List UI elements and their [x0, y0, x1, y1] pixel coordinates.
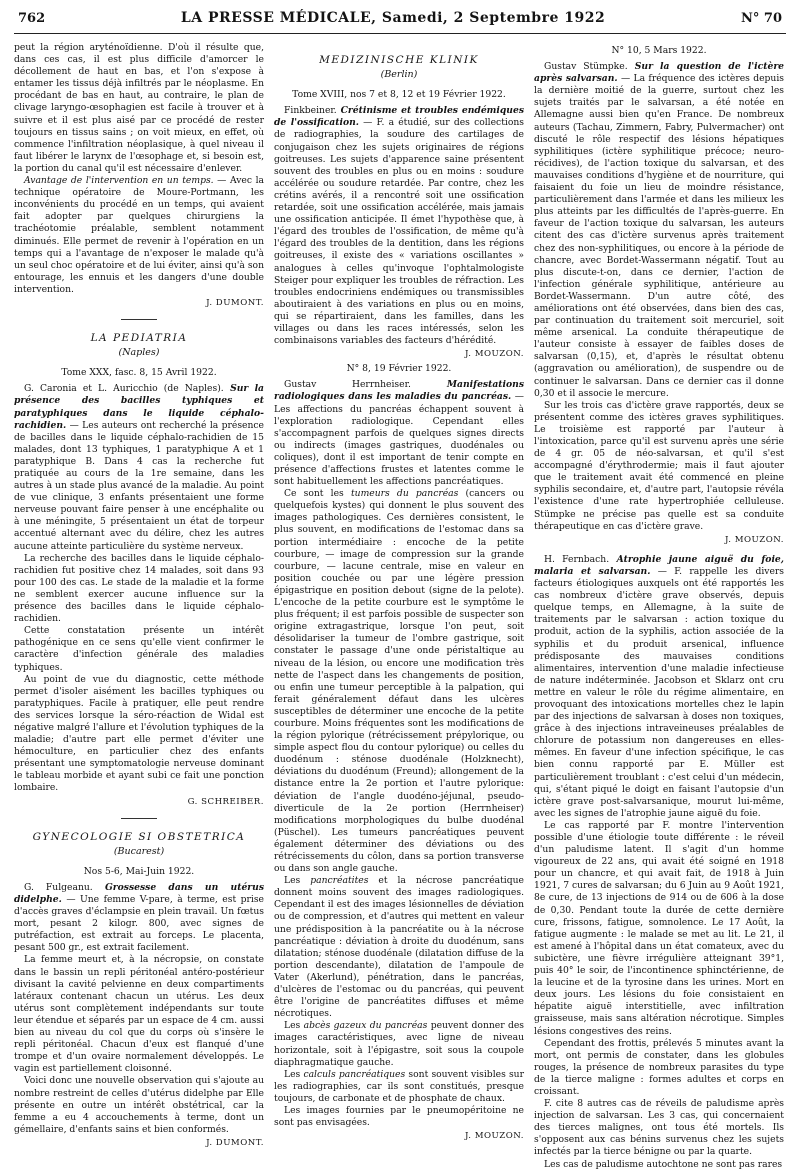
column-2 [274, 42, 524, 1142]
section-title: GYNECOLOGIE SI OBSTETRICA [32, 830, 246, 843]
article-title: Sur la question de l'ictère après salvarsan. [534, 61, 784, 85]
article-author: G. Caronia et L. Auricchio (de Naples). [24, 383, 224, 395]
paragraph: Les pancréatites et la nécrose pancréatique donnent moins souvent des images radiologiques. Cependant il est des images lésionnelles de déviation ou de compression, et d'autres qui mettent en valeur une prédisposition à la pancréatite ou à la nécrose pancréatique : déviation à droite du duodénum, sans dilatation; sténose duodénale (dilatation diffuse de la portion descendante), dilatation de l'ampoule de Vater (Akerlund), pénétration, dans le pancréas, d'ulcères de l'estomac ou du pancréas, qui peuvent être l'origine de pancréatites diffuses et même nécrotiques. [274, 875, 524, 1020]
article-title: Manifestations radiologiques dans les maladies du pancréas. [274, 379, 524, 403]
paragraph: Les cas de paludisme autochtone ne sont pas rares [544, 1158, 783, 1170]
paragraph: peut la région aryténoïdienne. D'où il résulte que, dans ces cas, il est plus difficile d'amorcer le décollement de haut en bas, et l'on s'expose à entamer les tissus déjà infiltrés par le néoplasme. En procédant de bas en haut, au contraire, le plan de clivage laryngo-œsophagien est facile à trouver et à suivre et il est plus aisé par ce procédé de rester toujours en tissus sains ; on voit mieux, en effet, où commence l'infiltration néoplasique, à quel niveau il faut libérer le larynx de l'œsophage et, si besoin est, la portion du canal qu'il est nécessaire d'enlever. [14, 42, 264, 174]
article-title: Grossesse dans un utérus didelphe. [14, 881, 264, 905]
paragraph-text: — F. a étudié, sur des collections de radiographies, la soudure des cartilages de conjugaison chez les sujets originaires de régions goitreuses. Les sujets d'apparence saine présentent souvent des troubles en plus ou en moins : soudure accélérée ou soudure retardée. Par contre, chez les crétins avérés, il a rencontré soit une ossification retardée, soit une ossification accélérée, mais jamais une ossification anticipée. Il émet l'hypothèse que, à l'égard des troubles de l'ossification, de même qu'à l'égard des troubles de la dentition, dans les régions goitreuses, il existe des « variations oscillantes » analogues à celles qu'invoque l'ophtalmologiste Steiger pour expliquer les troubles de réfraction. Les troubles endocriniens endémiques ou transmissibles aboutiraient à des variations en plus ou en moins, qui se répartiraient, dans les familles, dans les villages ou dans les races intéressés, selon les combinaisons variables des facteurs d'hérédité. [274, 117, 524, 347]
article [274, 379, 524, 488]
section-title: LA PEDIATRIA [90, 332, 188, 345]
article [14, 882, 264, 955]
signature: J. MOUZON. [464, 349, 524, 360]
columns [14, 42, 786, 1170]
paragraph: Les calculs pancréatiques sont souvent visibles sur les radiographies, car ils sont constitués, presque toujours, de carbonate et de phosphate de chaux. [274, 1068, 524, 1104]
separator [121, 818, 157, 819]
paragraph-text: — F. rappelle les divers facteurs étiologiques auxquels ont été rapportés les cas nombreux d'ictère grave observés, depuis quelque temps, en Allemagne, à la suite de traitements par le salvarsan : action toxique du produit, action de la syphilis, action associée de la syphilis et du produit arsenical, influence prédisposante des mauvaises conditions alimentaires, intervention d'une maladie infectieuse de nature indéterminée. Jacobson et Sklarz ont cru mettre en valeur le rôle du régime alimentaire, en provoquant des intoxications mortelles chez le lapin par des injections de salvarsan à doses non toxiques, grâce à des injections intraveineuses préalables de chlorure de potassium non dangereuses en elles-mêmes. En faveur d'une infection spécifique, le cas bien connu rapporté par E. Müller est particulièrement troublant : c'est celui d'un médecin, qui, s'étant piqué le doigt en faisant l'autopsie d'un ictère grave post-salvarsanique, mourut lui-même, avec les signes de l'atrophie jaune aiguë du foie. [534, 565, 784, 819]
section-city: (Bucarest) [113, 845, 165, 857]
article-author: H. Fernbach. [544, 553, 610, 565]
lead-phrase: abcès gazeux du pancréas [303, 1020, 428, 1032]
article [14, 383, 264, 552]
signature: G. SCHREIBER. [187, 796, 264, 807]
page-header [14, 10, 786, 34]
article [274, 105, 524, 347]
article-title: Atrophie jaune aiguë du foie, malaria et salvarsan. [534, 553, 784, 577]
volume-line: Tome XVIII, nos 7 et 8, 12 et 19 Février 1922. [292, 89, 506, 101]
paragraph: Les images fournies par le pneumopéritoine ne sont pas envisagées. [274, 1104, 524, 1129]
lead-phrase: tumeurs du pancréas [350, 488, 459, 500]
paragraph: Sur les trois cas d'ictère grave rapportés, deux se présentent comme des ictères graves syphilitiques. Le troisième est rapporté par l'auteur à l'intoxication, parce qu'il est survenu après une série de 4 gr. 05 de néo-salvarsan, et qu'il s'est accompagné d'érythrodermie; mais il faut ajouter que le traitement avait été commencé en pleine syphilis secondaire, et, d'autre part, l'autopsie révéla l'existence d'une rate hypertrophiée celluleuse. Stümpke ne précise pas quelle est sa conduite thérapeutique en cas d'ictère grave. [534, 399, 784, 532]
volume-line: N° 10, 5 Mars 1922. [611, 45, 707, 56]
article-author: G. Fulgeanu. [24, 881, 93, 893]
signature: J. MOUZON. [464, 1131, 524, 1142]
volume-line: N° 8, 19 Février 1922. [346, 363, 452, 375]
paragraph: Le cas rapporté par F. montre l'intervention possible d'une étiologie toute différente : le réveil d'un paludisme latent. Il s'agit d'un homme vigoureux de 22 ans, qui avait été soigné en 1918 pour un chancre, et qui avait fait, de 1918 à Juin 1921, 7 cures de salvarsan; du 6 Juin au 9 Août 1921, 8e cure, de 13 injections de 914 ou de 606 à la dose de 0,30. Pendant toute la durée de cette dernière cure, frissons, fatigue, somnolence. Le 17 Août, la fatigue augmente : le malade se met au lit. Le 21, il est amené à l'hôpital dans un état comateux, avec du subictère, une fièvre irrégulière atteignant 39°1, puis 40° le soir, de l'incontinence sphinctérienne, de la leucine et de la tyrosine dans les urines. Mort en deux jours. Les lésions du foie consistaient en hépatite aiguë interstitielle, avec infiltration graisseuse, mais sans altération nécrotique. Simples lésions congestives des reins. [534, 819, 785, 1037]
paragraph: La femme meurt et, à la nécropsie, on constate dans le bassin un repli péritonéal antéro-postérieur divisant la cavité pelvienne en deux compartiments latéraux contenant chacun un utérus. Les deux utérus sont complètement indépendants sur toute leur étendue et séparés par un espace de 4 cm. aussi bien au niveau du col que du corps où s'insère le repli péritonéal. Chacun d'eux est flanqué d'une trompe et d'un ovaire normalement développés. Le vagin est partiellement cloisonné. [14, 954, 264, 1075]
column-3 [534, 42, 785, 1170]
paragraph-text: — Avec la technique opératoire de Moure-Portmann, les inconvénients du procédé en un temps, qui avaient fait adopter par quelques chirurgiens la trachéotomie préalable, semblent notamment diminués. Elle permet de revenir à l'opération en un temps qui a l'avantage de n'exposer le malade qu'à un seul choc opératoire et de lui éviter, ainsi qu'à son entourage, les ennuis et les dangers d'une double intervention. [14, 175, 264, 295]
issue-number: N° 70 [740, 11, 782, 26]
paragraph: Ce sont les tumeurs du pancréas (cancers ou quelquefois kystes) qui donnent le plus souvent des images pathologiques. Ces dernières consistent, le plus souvent, en modifications de l'estomac dans sa portion intermédiaire : encoche de la petite courbure, — image de compression sur la grande courbure, — lacune centrale, mise en valeur en position couchée ou par une légère pression épigastrique en position debout (signe de la pelote). L'encoche de la petite courbure est le symptôme le plus fréquent; il est parfois possible de suspecter son origine extragastrique, lorsque l'on peut, soit désolidariser la tumeur de l'ombre gastrique, soit constater le passage d'une onde péristaltique au niveau de la lésion, ou encore une modification très nette de l'aspect dans les changements de position, ou enfin une tumeur perceptible à la palpation, qui ferait généralement défaut dans les ulcères susceptibles de déterminer une encoche de la petite courbure. Moins fréquentes sont les modifications de la région pylorique (rétrécissement prépylorique, ou simple aspect flou du contour pylorique) ou celles du duodénum : sténose duodénale (Holzknecht), déviations du duodénum (Freund); allongement de la distance entre la 2e portion et l'autre pylorique: déviation de l'angle duodéno-jéjunal, pseudo-diverticule de la 2e portion (Herrnheiser) modifications morphologiques du bulbe duodénal (Püschel). Les tumeurs pancréatiques peuvent également déterminer des déviations ou des rétrécissements du côlon, dans sa portion transverse ou dans son angle gauche. [274, 488, 524, 875]
article [534, 61, 784, 400]
paragraph-text: — La fréquence des ictères depuis la dernière moitié de la guerre, surtout chez les sujets traités par le salvarsan, a été notée en Allemagne aussi bien qu'en France. De nombreux auteurs (Tachau, Zimmern, Fabry, Pulvermacher) ont discuté le rôle respectif des lésions hépatiques syphilitiques (ictère syphilitique précoce; neuro-récidives), de l'action toxique du salvarsan, et des mauvaises conditions d'hygiène et de nourriture, qui faisaient du foie un lieu de moindre résistance, particulièrement dans l'armée et dans les milieux les plus atteints par les difficultés de l'après-guerre. En faveur de l'action toxique du salvarsan, les auteurs citent des cas d'ictère survenus après traitement chez des non-syphilitiques, ou encore à la période de chancre, avec Bordet-Wassermann négatif. Tout au plus discute-t-on, dans ce dernier, l'action de l'infection générale syphilitique, antérieure au Bordet-Wassermann. D'un autre côté, des améliorations ont été observées, dans bien des cas, par continuation du traitement soit mercuriel, soit même arsenical. La conduite thérapeutique de l'auteur consiste à essayer de faibles doses de salvarsan (0,15), et, d'après le résultat obtenu (aggravation ou amélioration), de suspendre ou de continuer le salvarsan. Dans ce dernier cas il donne 0,30 et il associe le mercure. [534, 73, 784, 399]
journal-title: LA PRESSE MÉDICALE, Samedi, 2 Septembre 1922 [180, 10, 606, 26]
separator [121, 319, 157, 320]
volume-line: Tome XXX, fasc. 8, 15 Avril 1922. [61, 367, 217, 379]
page-number: 762 [18, 11, 46, 26]
signature: J. DUMONT. [206, 297, 264, 308]
article-author: Finkbeiner. [284, 105, 337, 117]
paragraph-text: — Une femme V-pare, à terme, est prise d'accès graves d'éclampsie en plein travail. Un fœtus mort, pesant 2 kilogr. 800, avec signes de putréfaction, est extrait au forceps. Le placenta, pesant 500 gr., est extrait facilement. [14, 894, 264, 954]
paragraph-text: — Les affections du pancréas échappent souvent à l'exploration radiologique. Cependant elles s'accompagnent parfois de quelques signes directs ou indirects (images gastriques, duodénales ou coliques), dont il est important de tenir compte en présence d'affections frustes et latentes comme le sont habituellement les affections pancréatiques. [274, 391, 524, 488]
article-title: Crétinisme et troubles endémiques de l'ossification. [274, 105, 524, 129]
section-city: (Berlin) [380, 69, 418, 81]
signature: J. MOUZON. [724, 534, 784, 545]
paragraph: F. cite 8 autres cas de réveils de paludisme après injection de salvarsan. Les 3 cas, qui concernaient des tierces malignes, ont tous été mortels. Ils s'opposent aux cas bénins survenus chez les sujets infectés par la tierce bénigne ou par la quarte. [534, 1098, 784, 1158]
volume-line: Nos 5-6, Mai-Juin 1922. [83, 865, 195, 877]
paragraph-text: — Les auteurs ont recherché la présence de bacilles dans le liquide céphalo-rachidien de 15 malades, dont 13 typhiques, 1 paratyphique A et 1 paratyphique B. Dans 4 cas la recherche fut pratiquée au cours de la 1re semaine, dans les autres à un stade plus avancé de la maladie. Au point de vue clinique, 3 enfants présentaient une forme nerveuse pouvant faire penser à une encéphalite ou à une méningite, 5 présentaient un état de torpeur accentué alternant avec du délire, chez les autres aucune atteinte particulière du système nerveux. [14, 419, 264, 552]
article [534, 554, 784, 820]
article-author: Gustav Stümpke. [544, 61, 628, 73]
article-author: Gustav Herrnheiser. [284, 379, 411, 391]
signature: J. DUMONT. [206, 1137, 264, 1148]
paragraph: Voici donc une nouvelle observation qui s'ajoute au nombre restreint de celles d'utérus didelphe par Elle présente en outre un intérêt obstétrical, car la femme a eu 4 accouchements à terme, dont un gémellaire, d'enfants sains et bien conformés. [14, 1075, 264, 1135]
lead-phrase: calculs pancréatiques [303, 1068, 406, 1080]
lead-phrase: Avantage de l'intervention en un temps. [24, 175, 214, 187]
paragraph [14, 175, 264, 296]
section-city: (Naples) [118, 347, 160, 359]
paragraph: La recherche des bacilles dans le liquide céphalo-rachidien fut positive chez 14 malades, soit dans 93 pour 100 des cas. Le stade de la maladie et la forme ne semblent exercer aucune influence sur la présence des bacilles dans le liquide céphalo-rachidien. [14, 552, 264, 625]
column-1 [14, 42, 265, 1148]
paragraph: Au point de vue du diagnostic, cette méthode permet d'isoler aisément les bacilles typhiques ou paratyphiques. Facile à pratiquer, elle peut rendre des services lorsque la séro-réaction de Widal est négative malgré l'allure et l'évolution typhiques de la maladie; d'autre part elle permet d'éviter une hémoculture, en particulier chez des enfants présentant une symptomatologie nerveuse dominant le tableau morbide et ayant subi ce fait une ponction lombaire. [14, 673, 264, 794]
article-title: Sur la présence des bacilles typhiques et paratyphiques dans le liquide céphalo-rachidien. [14, 383, 265, 431]
paragraph: Cependant des frottis, prélevés 5 minutes avant la mort, ont permis de constater, dans les globules rouges, la présence de nombreux parasites du type de la tierce maligne : formes adultes et corps en croissant. [534, 1037, 784, 1097]
lead-phrase: pancréatites [310, 875, 369, 887]
section-title: MEDIZINISCHE KLINIK [319, 54, 479, 66]
paragraph: Cette constatation présente un intérêt pathogénique en ce sens qu'elle vient confirmer le caractère d'infection générale des maladies typhiques. [14, 625, 264, 673]
paragraph: Les abcès gazeux du pancréas peuvent donner des images caractéristiques, avec ligne de niveau horizontale, soit à l'épigastre, soit sous la coupole diaphragmatique gauche. [274, 1020, 524, 1068]
